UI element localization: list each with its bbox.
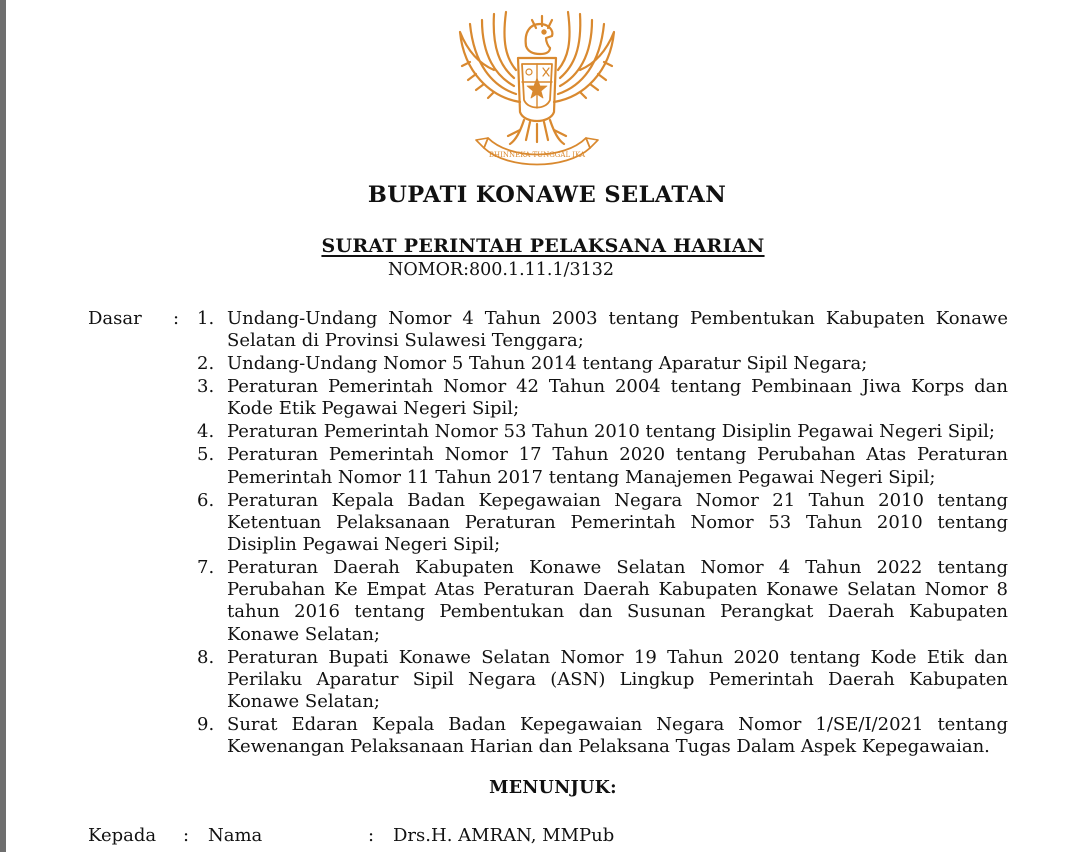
list-item — [186, 557, 1008, 646]
list-item-text: Peraturan Bupati Konawe Selatan Nomor 19 Tahun 2020 tentang Kode Etik dan Perilaku Aparatur Sipil Negara (ASN) Lingkup Pemerintah Daerah Kabupaten Konawe Selatan; — [227, 646, 1008, 713]
list-item-text: Undang-Undang Nomor 5 Tahun 2014 tentang Aparatur Sipil Negara; — [227, 353, 868, 375]
name-field-label: Nama — [208, 825, 263, 846]
basis-colon: : — [173, 308, 180, 329]
list-item — [186, 421, 1008, 443]
recipient-label: Kepada — [88, 825, 157, 846]
appointment-heading: MENUNJUK: — [489, 778, 617, 798]
list-item-number: 9. — [197, 714, 215, 736]
list-item-number: 1. — [197, 308, 215, 329]
emblem-motto: BHINNEKA TUNGGAL IKA — [488, 151, 586, 159]
list-item — [186, 647, 1008, 714]
list-item-text: Surat Edaran Kepala Badan Kepegawaian Negara Nomor 1/SE/I/2021 tentang Kewenangan Pelaksanaan Harian dan Pelaksana Tugas Dalam Aspek Kepegawaian. — [227, 714, 1008, 758]
list-item — [186, 444, 1008, 488]
list-item-number: 7. — [197, 557, 215, 579]
garuda-emblem-icon — [450, 2, 624, 168]
document-title — [6, 235, 1080, 257]
list-item — [186, 353, 1008, 375]
basis-label: Dasar — [88, 308, 142, 329]
list-item-text: Undang-Undang Nomor 4 Tahun 2003 tentang Pembentukan Kabupaten Konawe Selatan di Provinsi Sulawesi Tenggara; — [227, 308, 1008, 352]
list-item — [186, 376, 1008, 420]
document-number: NOMOR:800.1.11.1/3132 — [388, 260, 615, 280]
recipient-colon: : — [183, 825, 190, 846]
list-item-text: Peraturan Pemerintah Nomor 17 Tahun 2020 tentang Perubahan Atas Peraturan Pemerintah Nomor 11 Tahun 2017 tentang Manajemen Pegawai Negeri Sipil; — [227, 444, 1008, 488]
list-item-text: Peraturan Kepala Badan Kepegawaian Negara Nomor 21 Tahun 2010 tentang Ketentuan Pelaksanaan Peraturan Pemerintah Nomor 53 Tahun 2010 tentang Disiplin Pegawai Negeri Sipil; — [227, 489, 1008, 556]
document-title-text: SURAT PERINTAH PELAKSANA HARIAN — [321, 235, 765, 257]
list-item-text: Peraturan Pemerintah Nomor 42 Tahun 2004 tentang Pembinaan Jiwa Korps dan Kode Etik Pegawai Negeri Sipil; — [227, 376, 1008, 420]
government-title: BUPATI KONAWE SELATAN — [367, 182, 727, 208]
name-field-colon: : — [368, 825, 375, 846]
name-field-value: Drs.H. AMRAN, MMPub — [393, 825, 615, 846]
list-item — [186, 490, 1008, 557]
list-item-text: Peraturan Daerah Kabupaten Konawe Selatan Nomor 4 Tahun 2022 tentang Perubahan Ke Empat Atas Peraturan Daerah Kabupaten Konawe Selatan Nomor 8 tahun 2016 tentang Pembentukan dan Susunan Perangkat Daerah Kabupaten Konawe Selatan; — [227, 557, 1008, 645]
list-item-number: 4. — [197, 421, 215, 443]
basis-list — [186, 308, 1008, 759]
list-item-number: 8. — [197, 646, 215, 668]
list-item-number: 3. — [197, 376, 215, 398]
list-item-number: 6. — [197, 489, 215, 511]
list-item-number: 2. — [197, 353, 215, 375]
document-page — [6, 0, 1080, 852]
list-item-text: Peraturan Pemerintah Nomor 53 Tahun 2010 tentang Disiplin Pegawai Negeri Sipil; — [227, 421, 995, 443]
list-item-number: 5. — [197, 444, 215, 466]
list-item — [186, 308, 1008, 352]
list-item — [186, 714, 1008, 758]
